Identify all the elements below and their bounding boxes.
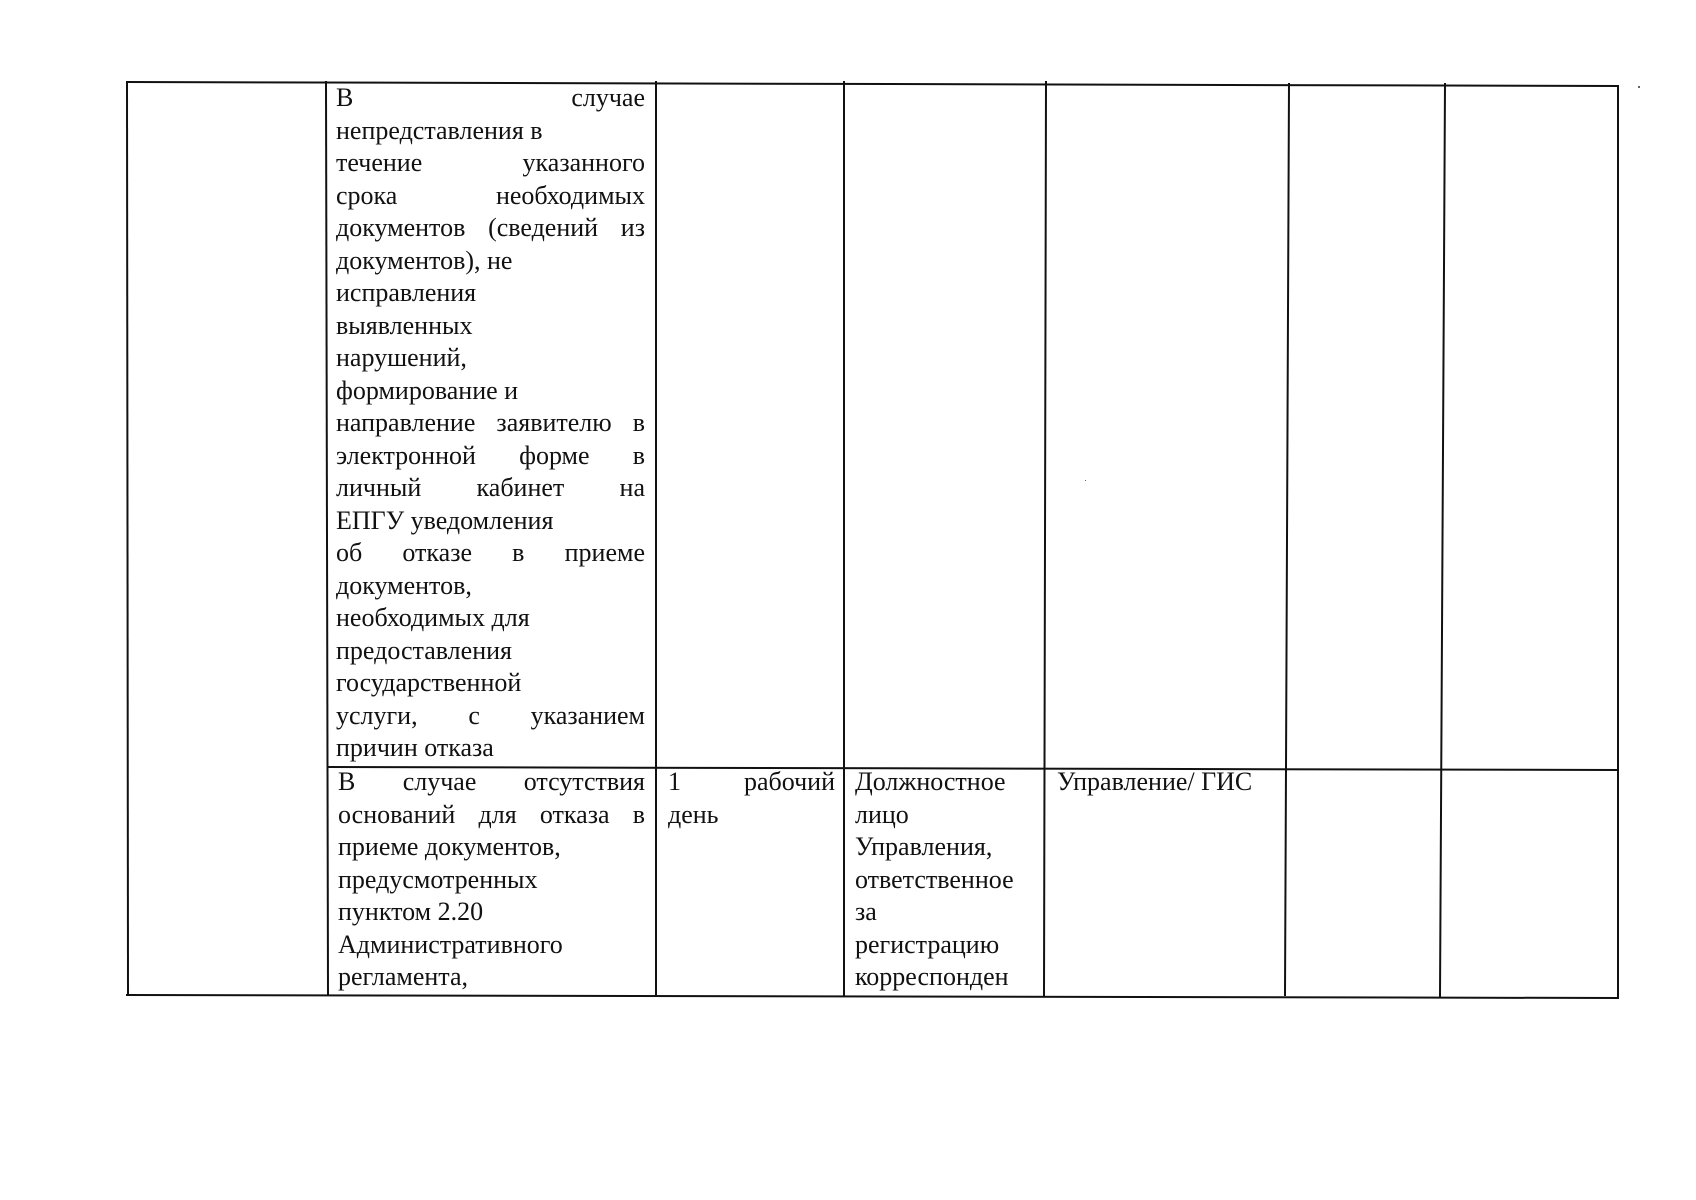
text-line: направление заявителю в (336, 408, 645, 437)
text-line: Должностное (855, 767, 1006, 796)
text-line: регистрацию (855, 929, 1000, 959)
row2-col5-cell (1057, 766, 1279, 799)
text-line: лицо (855, 799, 909, 829)
text-line: день (668, 799, 719, 829)
text-line: срока необходимых (336, 180, 645, 210)
col-line-5 (1285, 84, 1289, 995)
text-line: об отказе в приеме (336, 538, 645, 567)
text-line: предоставления (336, 635, 512, 665)
text-line: непредставления в (336, 115, 543, 145)
text-line: электронной форме в (336, 440, 645, 470)
col-line-1 (326, 82, 328, 995)
text-line: Административного (338, 929, 563, 959)
text-line: личный кабинет на (336, 473, 645, 502)
col-line-0 (127, 82, 128, 995)
text-line: регламента, (338, 962, 469, 991)
text-line: В случае (336, 83, 645, 112)
text-line: выявленных (336, 310, 473, 340)
text-line: Управления, (855, 832, 993, 861)
text-line: услуги, с указанием (336, 700, 645, 730)
text-line: корреспонден (855, 962, 1009, 991)
col-line-6 (1440, 84, 1445, 996)
text-line: приеме документов, (338, 832, 561, 861)
text-line: за (855, 897, 877, 926)
text-line: документов, (336, 570, 472, 600)
col-line-4 (1044, 82, 1046, 995)
text-line: ответственное (855, 864, 1014, 894)
scan-speck (1638, 86, 1640, 88)
text-line: 1 рабочий (668, 767, 835, 796)
row2-col4-cell (855, 766, 1041, 994)
text-line: пунктом 2.20 (338, 897, 484, 926)
text-line: ЕПГУ уведомления (336, 505, 554, 535)
text-line: оснований для отказа в (338, 799, 645, 829)
text-line: формирование и (336, 375, 519, 405)
text-line: причин отказа (336, 733, 494, 762)
text-line: исправления (336, 278, 477, 307)
text-line: Управление/ ГИС (1057, 767, 1253, 796)
text-line: течение указанного (336, 148, 645, 177)
row2-col2-cell (338, 766, 645, 994)
row1-col2-cell (336, 82, 645, 765)
table-bottom-border (127, 995, 1618, 998)
text-line: документов (сведений из (336, 213, 645, 242)
text-line: предусмотренных (338, 864, 538, 894)
scan-speck (1085, 480, 1086, 481)
row2-col3-cell (668, 766, 835, 831)
text-line: В случае отсутствия (338, 767, 645, 796)
text-line: документов), не (336, 245, 513, 275)
text-line: нарушений, (336, 343, 467, 372)
text-line: государственной (336, 668, 522, 697)
text-line: необходимых для (336, 603, 530, 632)
